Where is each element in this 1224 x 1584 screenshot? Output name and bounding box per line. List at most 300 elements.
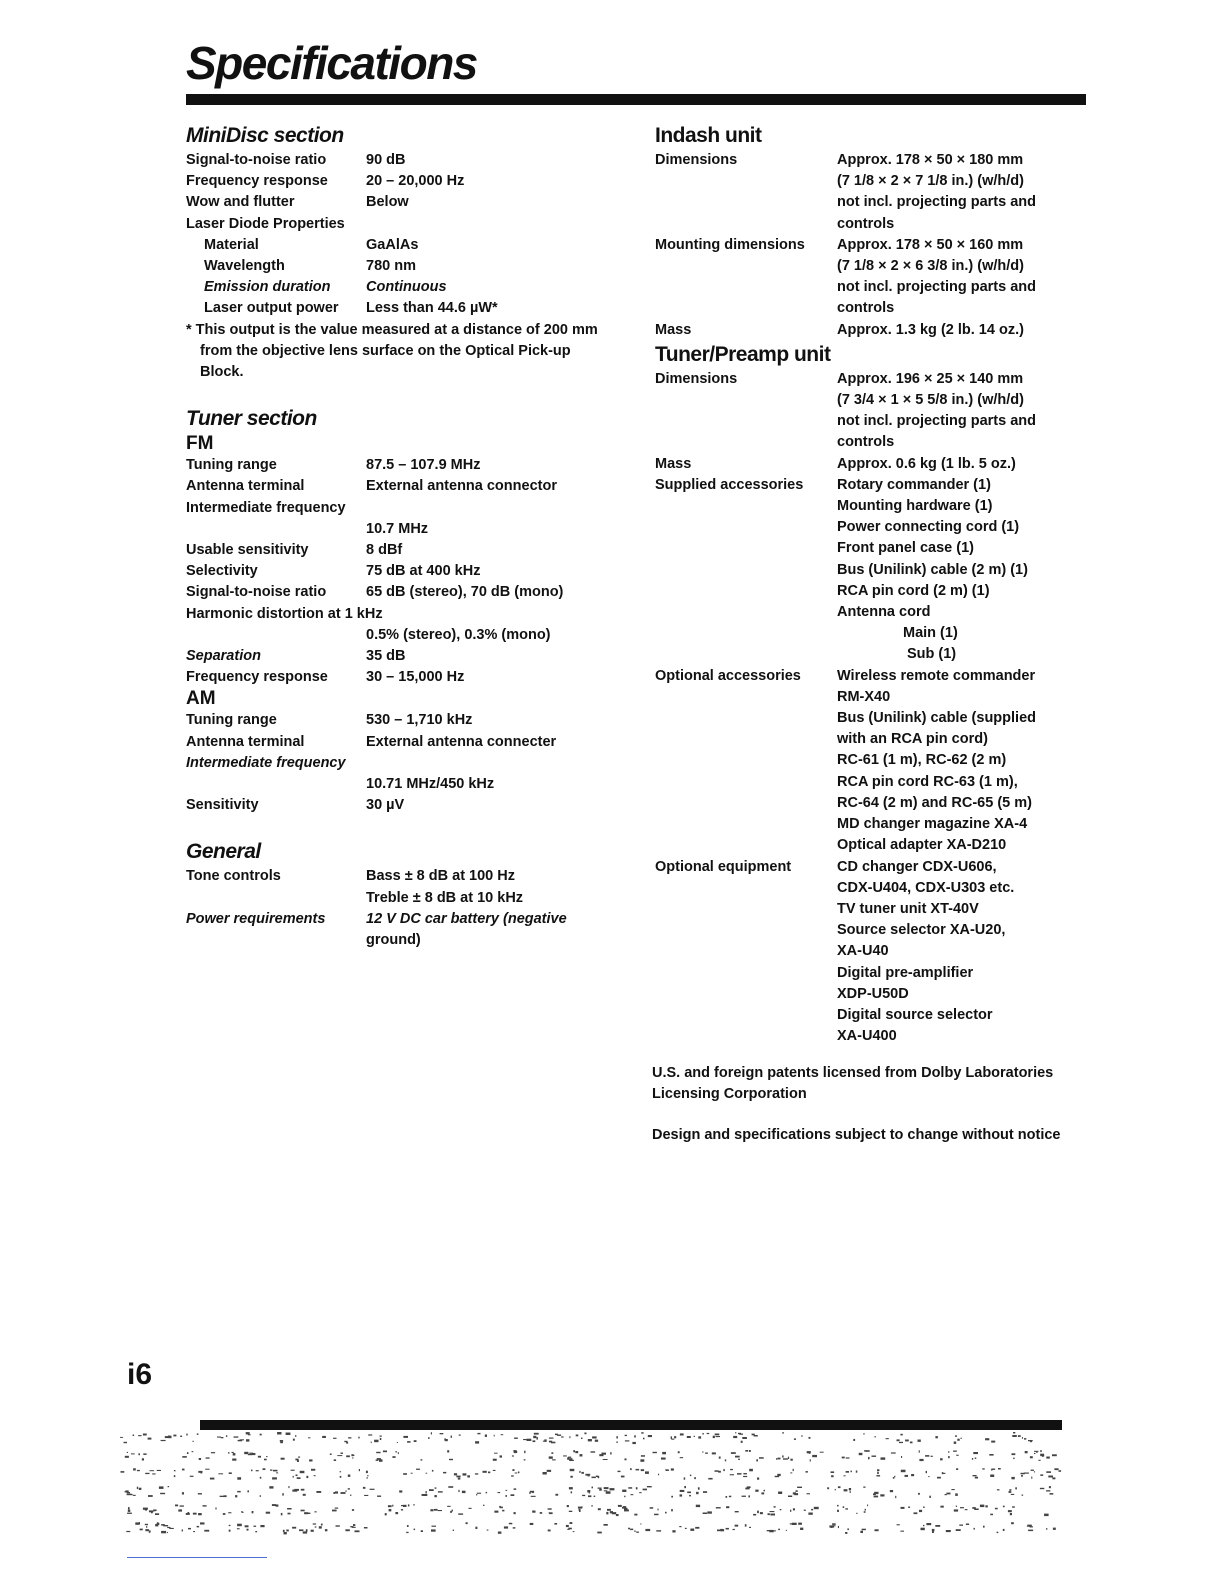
spec-value-line: Sub (1)	[907, 646, 957, 663]
noise-speck	[533, 1436, 536, 1438]
noise-speck	[782, 1455, 783, 1457]
noise-speck	[303, 1494, 306, 1496]
noise-speck	[742, 1496, 746, 1497]
noise-speck	[511, 1475, 514, 1476]
noise-speck	[980, 1505, 984, 1508]
noise-speck	[124, 1442, 128, 1443]
noise-speck	[370, 1489, 375, 1490]
noise-speck	[616, 1441, 617, 1443]
spec-value: 12 V DC car battery (negative	[366, 910, 567, 927]
noise-speck	[948, 1451, 949, 1452]
noise-speck	[1030, 1526, 1033, 1527]
noise-speck	[658, 1509, 659, 1511]
noise-speck	[512, 1469, 514, 1471]
noise-speck	[567, 1505, 569, 1507]
noise-speck	[313, 1523, 316, 1524]
noise-speck	[371, 1442, 372, 1444]
noise-speck	[599, 1489, 602, 1491]
noise-speck	[432, 1526, 437, 1527]
noise-speck	[255, 1531, 257, 1532]
noise-speck	[856, 1471, 858, 1473]
noise-speck	[875, 1436, 876, 1437]
noise-speck	[632, 1442, 636, 1444]
noise-speck	[602, 1453, 607, 1455]
noise-speck	[594, 1496, 596, 1497]
noise-speck	[569, 1487, 573, 1489]
noise-speck	[426, 1491, 427, 1493]
noise-speck	[798, 1523, 802, 1525]
noise-speck	[246, 1439, 249, 1441]
spec-value	[837, 235, 1075, 320]
spec-label: Frequency response	[186, 669, 328, 686]
laser-footnote: * This output is the value measured at a distance of 200 mm from the objective lens surface on the Optical Pick-up Block.	[186, 321, 598, 381]
spec-row	[186, 192, 606, 213]
noise-speck	[500, 1455, 503, 1457]
noise-speck	[458, 1490, 459, 1492]
noise-speck	[726, 1528, 729, 1530]
spec-row	[655, 666, 1075, 857]
noise-speck	[1021, 1473, 1025, 1475]
noise-speck	[778, 1492, 782, 1495]
noise-speck	[325, 1529, 328, 1531]
edge-line	[127, 1557, 267, 1558]
noise-speck	[716, 1507, 721, 1508]
noise-speck	[483, 1505, 485, 1506]
noise-speck	[837, 1505, 839, 1507]
noise-speck	[523, 1439, 527, 1440]
noise-speck	[814, 1507, 819, 1509]
noise-speck	[383, 1451, 387, 1453]
noise-speck	[684, 1477, 686, 1479]
noise-speck	[368, 1434, 372, 1435]
noise-speck	[341, 1492, 346, 1494]
noise-speck	[567, 1529, 569, 1530]
spec-label: Tuning range	[186, 457, 277, 474]
noise-speck	[640, 1523, 641, 1524]
noise-speck	[1013, 1458, 1014, 1460]
noise-speck	[451, 1436, 452, 1438]
noise-speck	[229, 1530, 231, 1532]
noise-speck	[707, 1433, 710, 1434]
noise-speck	[725, 1459, 726, 1461]
noise-speck	[407, 1525, 409, 1527]
noise-speck	[248, 1454, 252, 1455]
noise-speck	[705, 1453, 708, 1454]
spec-value: External antenna connecter	[366, 733, 557, 750]
noise-speck	[321, 1524, 323, 1526]
noise-speck	[753, 1514, 756, 1516]
spec-label: Mass	[655, 321, 692, 338]
noise-speck	[149, 1531, 150, 1533]
noise-speck	[385, 1513, 387, 1515]
noise-speck	[204, 1530, 209, 1532]
noise-speck	[761, 1492, 764, 1494]
spec-value-line: XDP-U50D	[837, 985, 909, 1002]
noise-speck	[364, 1527, 368, 1529]
noise-speck	[956, 1468, 958, 1470]
noise-speck	[431, 1529, 436, 1531]
noise-speck	[598, 1508, 601, 1510]
noise-speck	[1031, 1477, 1032, 1479]
noise-speck	[1010, 1513, 1012, 1515]
noise-speck	[281, 1513, 283, 1516]
noise-speck	[200, 1522, 205, 1524]
noise-speck	[306, 1476, 308, 1478]
noise-speck	[475, 1527, 477, 1529]
noise-speck	[895, 1496, 896, 1498]
noise-speck	[498, 1532, 502, 1534]
design-note: Design and specifications subject to change without notice	[652, 1127, 1061, 1143]
spec-value	[837, 475, 1075, 666]
noise-speck	[530, 1523, 534, 1525]
noise-speck	[845, 1508, 848, 1509]
noise-speck	[703, 1491, 707, 1493]
noise-speck	[244, 1452, 248, 1454]
noise-speck	[716, 1436, 720, 1437]
noise-speck	[509, 1523, 513, 1525]
noise-speck	[182, 1492, 184, 1494]
noise-speck	[658, 1474, 659, 1476]
noise-speck	[680, 1490, 685, 1492]
noise-speck	[796, 1490, 798, 1492]
noise-speck	[618, 1471, 621, 1472]
noise-speck	[569, 1436, 570, 1438]
noise-speck	[133, 1495, 136, 1496]
noise-speck	[380, 1436, 382, 1437]
noise-speck	[294, 1489, 299, 1491]
spec-value: Below	[366, 194, 409, 211]
noise-speck	[226, 1435, 227, 1437]
noise-speck	[549, 1438, 554, 1439]
noise-speck	[359, 1469, 360, 1471]
noise-speck	[755, 1490, 758, 1492]
noise-speck	[157, 1470, 161, 1471]
spec-value: 10.71 MHz/450 kHz	[366, 776, 495, 793]
noise-speck	[421, 1459, 423, 1460]
noise-speck	[557, 1435, 561, 1436]
noise-speck	[956, 1455, 959, 1456]
noise-speck	[592, 1477, 596, 1479]
noise-speck	[743, 1476, 747, 1477]
noise-speck	[1012, 1453, 1016, 1455]
noise-speck	[148, 1495, 153, 1497]
noise-speck	[173, 1435, 176, 1437]
noise-speck	[254, 1526, 257, 1527]
noise-speck	[868, 1457, 869, 1459]
noise-speck	[749, 1450, 751, 1452]
right-column	[655, 122, 1075, 1047]
noise-speck	[919, 1450, 920, 1452]
spec-value-line: Bus (Unilink) cable (2 m) (1)	[837, 561, 1028, 578]
noise-speck	[126, 1490, 129, 1492]
noise-speck	[413, 1504, 415, 1505]
noise-speck	[940, 1458, 943, 1460]
noise-speck	[592, 1487, 594, 1489]
noise-speck	[946, 1530, 951, 1532]
spec-label: Optional equipment	[655, 858, 792, 875]
noise-speck	[804, 1510, 806, 1511]
noise-speck	[197, 1526, 200, 1528]
noise-speck	[466, 1522, 468, 1524]
noise-speck	[846, 1471, 849, 1473]
indash-heading: Indash unit	[655, 124, 762, 147]
spec-value-line: MD changer magazine XA-4	[837, 816, 1028, 833]
noise-speck	[587, 1490, 590, 1493]
noise-speck	[707, 1511, 712, 1513]
am-heading: AM	[186, 688, 216, 710]
noise-speck	[128, 1510, 131, 1512]
spec-value: GaAlAs	[366, 236, 419, 253]
noise-speck	[352, 1458, 353, 1459]
noise-speck	[1040, 1450, 1041, 1452]
noise-speck	[905, 1440, 909, 1442]
noise-speck	[589, 1492, 590, 1493]
noise-speck	[932, 1531, 934, 1533]
spec-value: Approx. 1.3 kg (2 lb. 14 oz.)	[837, 321, 1024, 338]
noise-speck	[1013, 1432, 1015, 1434]
noise-speck	[604, 1490, 608, 1491]
spec-row	[655, 857, 1075, 1048]
noise-speck	[735, 1525, 739, 1527]
spec-label: Tuning range	[186, 712, 277, 729]
spec-value	[837, 857, 1075, 1048]
noise-speck	[341, 1453, 344, 1454]
noise-speck	[182, 1469, 185, 1471]
noise-speck	[319, 1526, 322, 1528]
noise-speck	[886, 1438, 889, 1439]
noise-speck	[1040, 1488, 1044, 1489]
noise-speck	[249, 1453, 253, 1454]
spec-value-line: CDX-U404, CDX-U303 etc.	[837, 879, 1015, 896]
spec-label: Optional accessories	[655, 667, 801, 684]
noise-speck	[741, 1441, 743, 1443]
noise-speck	[935, 1436, 938, 1438]
spec-label: Signal-to-noise ratio	[186, 584, 327, 601]
noise-speck	[954, 1509, 958, 1511]
noise-speck	[532, 1511, 535, 1513]
noise-speck	[735, 1432, 736, 1433]
noise-speck	[671, 1509, 673, 1511]
noise-speck	[256, 1470, 259, 1471]
noise-speck	[142, 1458, 144, 1460]
noise-speck	[874, 1492, 878, 1494]
page-title: Specifications	[186, 37, 477, 89]
noise-speck	[990, 1514, 993, 1516]
noise-speck	[221, 1437, 224, 1438]
spec-row	[186, 171, 606, 192]
spec-value-line: Bus (Unilink) cable (supplied	[837, 710, 1036, 727]
noise-speck	[645, 1529, 650, 1531]
noise-speck	[143, 1434, 147, 1436]
noise-speck	[847, 1528, 849, 1530]
spec-value-line: (7 1/8 × 2 × 6 3/8 in.) (w/h/d)	[837, 258, 1024, 275]
spec-value: 35 dB	[366, 648, 406, 665]
noise-speck	[251, 1470, 253, 1472]
noise-speck	[865, 1509, 866, 1511]
noise-speck	[161, 1440, 166, 1441]
spec-label: Emission duration	[204, 279, 331, 296]
noise-speck	[220, 1496, 224, 1497]
noise-speck	[703, 1513, 708, 1515]
noise-speck	[937, 1477, 941, 1479]
noise-speck	[493, 1470, 496, 1471]
spec-label: Wow and flutter	[186, 194, 295, 211]
noise-speck	[352, 1527, 356, 1528]
noise-speck	[555, 1494, 558, 1496]
noise-speck	[985, 1505, 987, 1507]
noise-speck	[991, 1441, 995, 1443]
noise-speck	[780, 1509, 782, 1510]
noise-speck	[849, 1488, 851, 1490]
noise-speck	[731, 1452, 736, 1454]
spec-value-line: Digital source selector	[837, 1006, 993, 1023]
noise-speck	[148, 1438, 152, 1440]
noise-speck	[866, 1450, 870, 1452]
spec-row	[655, 150, 1075, 235]
noise-speck	[851, 1471, 852, 1473]
noise-speck	[588, 1475, 590, 1477]
noise-speck	[143, 1453, 146, 1455]
noise-speck	[702, 1451, 703, 1452]
noise-speck	[630, 1529, 633, 1531]
noise-speck	[514, 1488, 517, 1490]
noise-speck	[192, 1451, 194, 1452]
spec-row	[186, 866, 606, 887]
noise-speck	[401, 1505, 405, 1506]
noise-speck	[794, 1493, 798, 1495]
noise-speck	[860, 1531, 863, 1533]
noise-speck	[951, 1489, 954, 1490]
noise-speck	[1011, 1522, 1014, 1524]
noise-speck	[494, 1435, 495, 1437]
noise-speck	[121, 1471, 125, 1473]
spec-row	[186, 150, 606, 171]
spec-value-line: with an RCA pin cord)	[837, 731, 988, 748]
noise-speck	[610, 1452, 611, 1454]
noise-speck	[928, 1476, 929, 1477]
spacer	[186, 383, 606, 405]
noise-speck	[897, 1439, 900, 1441]
noise-speck	[501, 1434, 504, 1435]
noise-speck	[1048, 1476, 1053, 1478]
noise-speck	[957, 1439, 959, 1441]
noise-speck	[671, 1436, 672, 1439]
noise-speck	[432, 1470, 434, 1472]
page-number: i6	[127, 1358, 153, 1391]
noise-speck	[735, 1511, 739, 1512]
noise-speck	[549, 1512, 553, 1514]
noise-speck	[264, 1459, 267, 1461]
laser-heading: Laser Diode Properties	[186, 215, 345, 232]
noise-speck	[641, 1469, 644, 1471]
noise-speck	[919, 1459, 923, 1461]
noise-speck	[946, 1493, 950, 1495]
noise-speck	[502, 1510, 504, 1512]
noise-speck	[232, 1452, 234, 1453]
noise-speck	[364, 1495, 368, 1496]
noise-speck	[647, 1486, 652, 1487]
noise-speck	[426, 1473, 428, 1474]
noise-speck	[639, 1492, 641, 1493]
noise-speck	[926, 1523, 931, 1525]
noise-speck	[376, 1452, 380, 1453]
noise-speck	[960, 1507, 964, 1508]
noise-speck	[569, 1511, 573, 1512]
noise-speck	[790, 1510, 791, 1512]
noise-speck	[1015, 1487, 1017, 1489]
noise-speck	[648, 1435, 652, 1437]
noise-speck	[995, 1508, 998, 1510]
noise-speck	[982, 1468, 984, 1469]
spec-row	[186, 795, 606, 816]
noise-speck	[654, 1514, 658, 1516]
noise-speck	[435, 1487, 437, 1488]
noise-speck	[800, 1528, 803, 1530]
noise-speck	[643, 1489, 647, 1491]
noise-speck	[554, 1523, 557, 1525]
noise-speck	[591, 1505, 592, 1507]
noise-speck	[679, 1526, 681, 1527]
noise-speck	[1008, 1510, 1012, 1512]
spec-value-line: Approx. 178 × 50 × 160 mm	[837, 236, 1024, 253]
noise-speck	[596, 1476, 598, 1478]
spec-value-line: XA-U400	[837, 1028, 897, 1045]
spec-row	[186, 235, 606, 256]
noise-speck	[145, 1529, 149, 1531]
spec-value: 30 – 15,000 Hz	[366, 669, 465, 686]
noise-speck	[973, 1475, 977, 1476]
noise-speck	[786, 1530, 787, 1531]
noise-speck	[1054, 1468, 1058, 1470]
spec-label: Signal-to-noise ratio	[186, 152, 327, 168]
noise-speck	[737, 1473, 742, 1475]
noise-speck	[477, 1493, 481, 1494]
noise-speck	[288, 1513, 291, 1515]
noise-speck	[923, 1507, 925, 1508]
noise-speck	[1053, 1528, 1056, 1530]
noise-speck	[513, 1450, 516, 1452]
noise-speck	[782, 1432, 784, 1434]
noise-speck	[636, 1532, 639, 1533]
spec-value: 30 µV	[366, 797, 405, 814]
noise-speck	[591, 1451, 596, 1452]
spec-value: 8 dBf	[366, 542, 403, 559]
noise-speck	[893, 1477, 895, 1479]
noise-speck	[145, 1509, 147, 1511]
spec-value-line: controls	[837, 300, 895, 317]
noise-speck	[1003, 1529, 1005, 1531]
noise-speck	[288, 1486, 289, 1488]
noise-speck	[296, 1475, 298, 1477]
noise-speck	[548, 1508, 552, 1509]
noise-speck	[729, 1496, 731, 1498]
noise-speck	[477, 1433, 480, 1434]
noise-speck	[680, 1457, 683, 1458]
spec-value-line: Antenna cord	[837, 604, 931, 621]
noise-speck	[152, 1473, 155, 1474]
noise-speck	[997, 1532, 999, 1533]
noise-speck	[301, 1489, 305, 1491]
noise-speck	[588, 1495, 591, 1497]
scan-noise	[120, 1432, 1070, 1542]
noise-speck	[348, 1488, 350, 1489]
spec-label: Dimensions	[655, 370, 738, 387]
noise-speck	[355, 1530, 360, 1532]
noise-speck	[570, 1522, 573, 1524]
spec-label: Intermediate frequency	[186, 499, 346, 516]
noise-speck	[447, 1450, 449, 1452]
spec-label: Supplied accessories	[655, 476, 804, 493]
